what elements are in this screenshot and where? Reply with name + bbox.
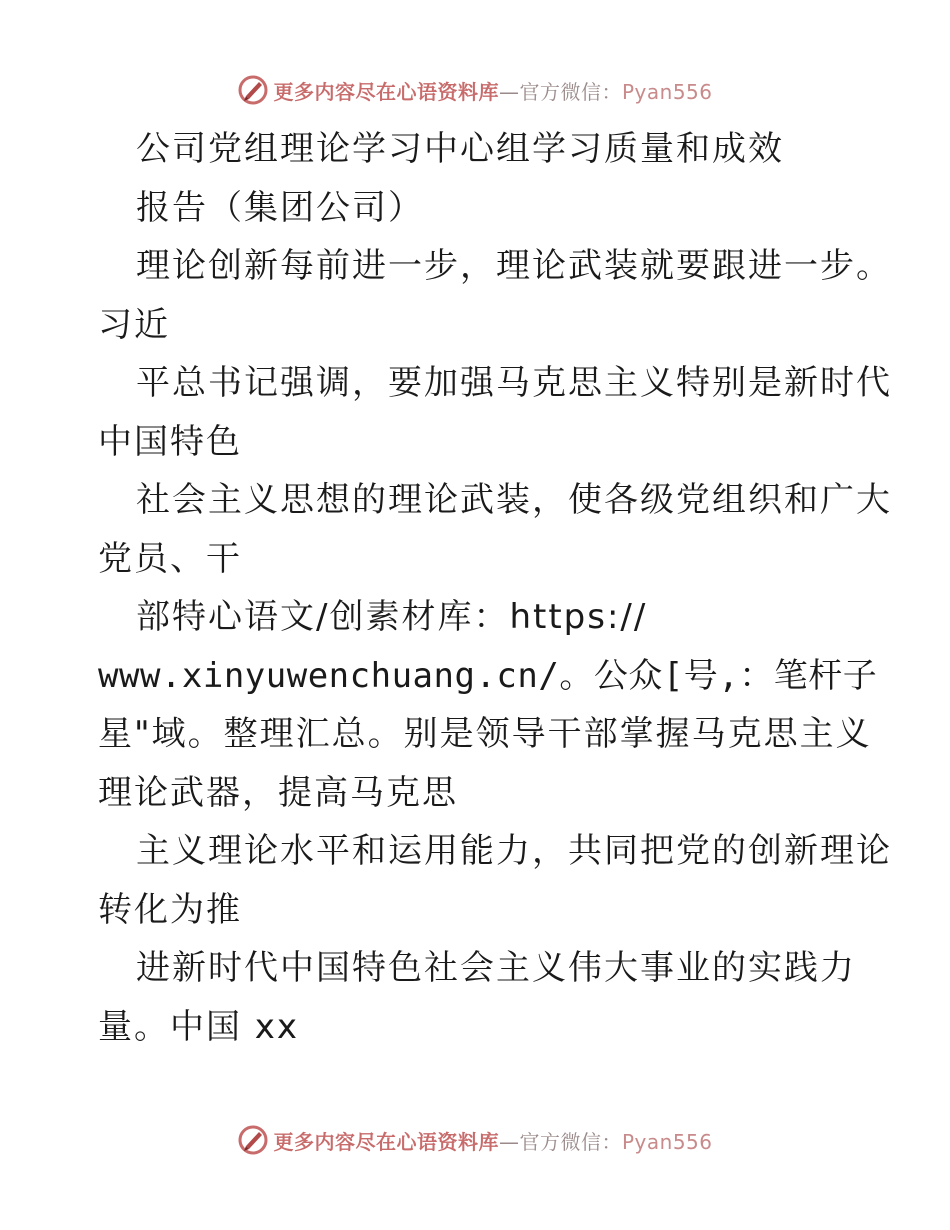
doc-title-line-2: 报告（集团公司）: [136, 187, 424, 228]
doc-line: 理论武器，提高马克思: [98, 772, 458, 813]
doc-line: 星"域。整理汇总。别是领导干部掌握马克思主义: [98, 714, 872, 754]
banner-dash: —: [498, 1129, 520, 1154]
doc-line: www.xinyuwenchuang.cn/。公众[号,：笔杆子: [98, 655, 878, 696]
banner-brand: 更多内容尽在心语资料库: [273, 1129, 499, 1154]
banner-label: 官方微信：: [519, 79, 622, 104]
banner-wechat-id: Pyan556: [621, 79, 713, 104]
doc-line: 理论创新每前进一步，理论武装就要跟进一步。: [136, 246, 892, 286]
banner-dash: —: [498, 79, 520, 104]
doc-line: 进新时代中国特色社会主义伟大事业的实践力: [136, 948, 856, 988]
footer-banner: [0, 1120, 950, 1160]
seal-logo-icon: [237, 1124, 269, 1156]
document-body: [98, 120, 892, 1056]
doc-line: 量。中国 xx: [98, 1006, 300, 1047]
doc-line: 转化为推: [98, 889, 242, 930]
doc-line: 社会主义思想的理论武装，使各级党组织和广大: [136, 480, 892, 520]
doc-line: 部特心语文/创素材库：https://: [136, 597, 648, 637]
header-banner: [0, 70, 950, 110]
doc-line: 习近: [98, 304, 170, 345]
banner-brand: 更多内容尽在心语资料库: [273, 79, 499, 104]
banner-label: 官方微信：: [519, 1129, 622, 1154]
doc-line: 平总书记强调，要加强马克思主义特别是新时代: [136, 363, 892, 403]
seal-logo-icon: [237, 74, 269, 106]
doc-line: 党员、干: [98, 538, 242, 579]
doc-line: 中国特色: [98, 421, 242, 462]
banner-wechat-id: Pyan556: [621, 1129, 713, 1154]
doc-title-line-1: 公司党组理论学习中心组学习质量和成效: [136, 129, 784, 169]
doc-line: 主义理论水平和运用能力，共同把党的创新理论: [136, 831, 892, 871]
